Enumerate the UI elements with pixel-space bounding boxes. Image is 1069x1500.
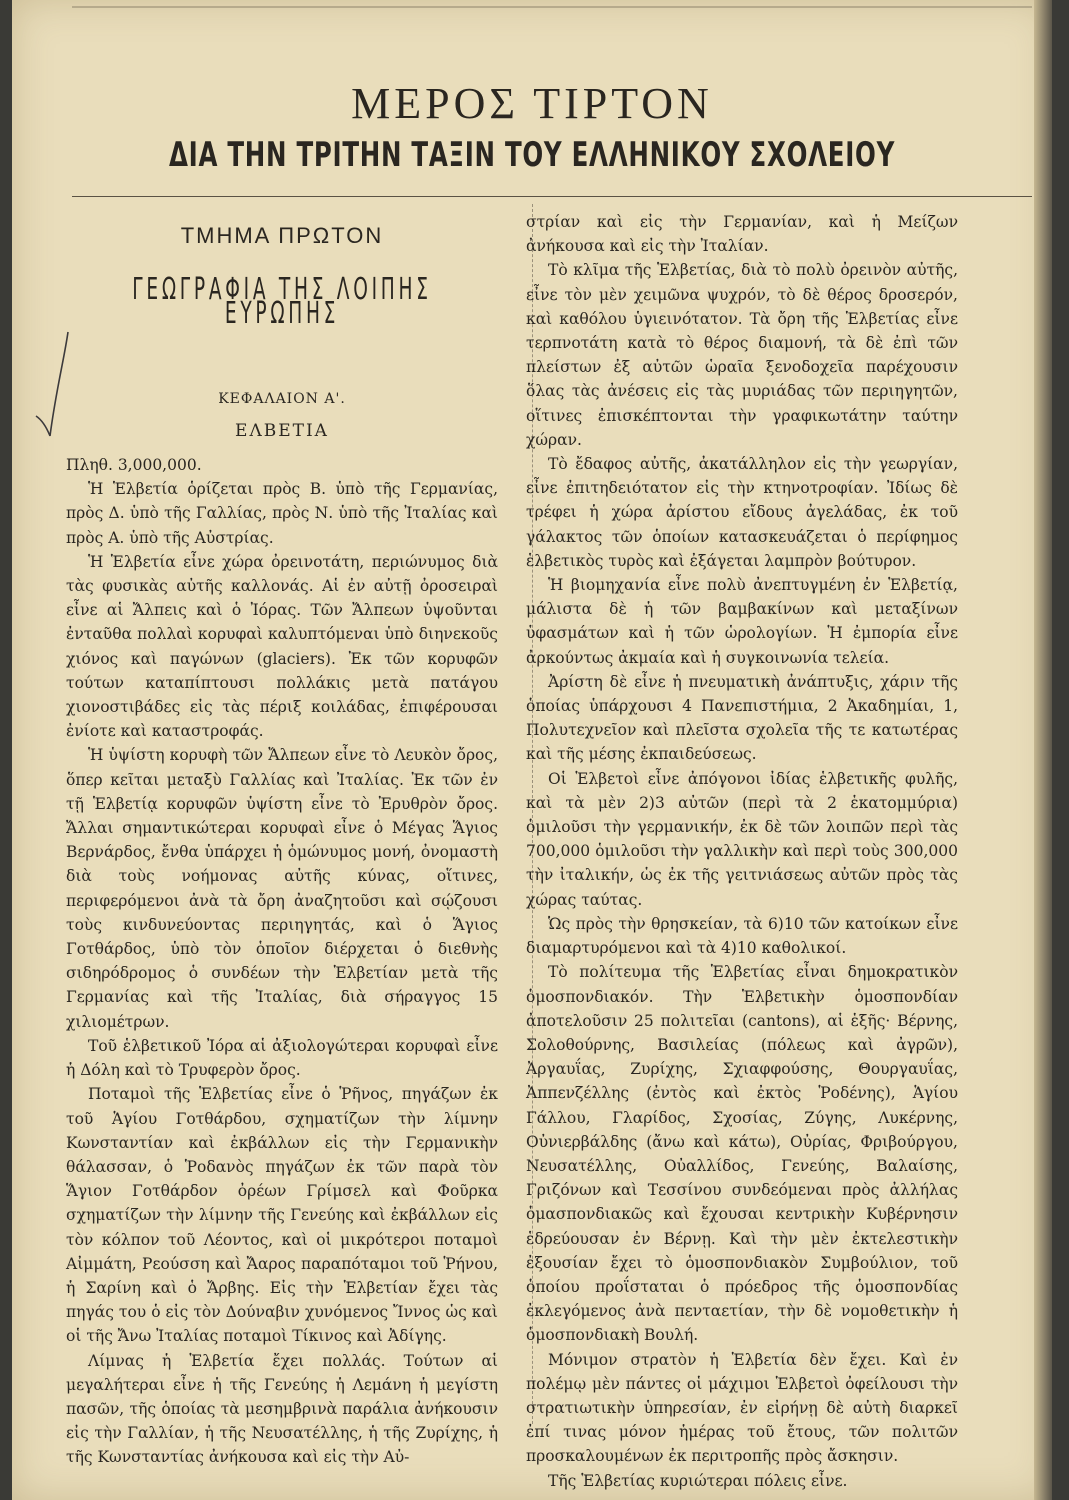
chapter-heading: ΚΕΦΑΛΑΙΟΝ Α'.: [218, 390, 346, 407]
section-heading: ΤΜΗΜΑ ΠΡΩΤΟΝ: [180, 223, 384, 248]
paragraph-lakes-cont: στρίαν καὶ εἰς τὴν Γερμανίαν, καὶ ἡ Μείζων ἀνήκουσα καὶ εἰς τὴν Ἰταλίαν.: [526, 213, 958, 256]
paragraph-religion: Ὡς πρὸς τὴν θρησκείαν, τὰ 6)10 τῶν κατοίκων εἶνε διαμαρτυρόμενοι καὶ τὰ 4)10 καθολικοί.: [526, 914, 958, 958]
paragraph-education: Ἀρίστη δὲ εἶνε ἡ πνευματικὴ ἀνάπτυξις, χάριν τῆς ὁποίας ὑπάρχουσι 4 Πανεπιστήμια, 2 Ἀκαδημίαι, 1, Πολυτεχνεῖον καὶ πλεῖστα σχολεῖα τῆς τε κατωτέρας καὶ τῆς μέσης ἐκπαιδεύσεως.: [526, 672, 958, 764]
paragraph-mountains: Ἡ Ἑλβετία εἶνε χώρα ὀρεινοτάτη, περιώνυμος διὰ τὰς φυσικὰς αὐτῆς καλλονάς. Αἱ ἐν αὐτῇ ὀροσειραὶ εἶνε αἱ Ἄλπεις καὶ ὁ Ἰόρας. Τῶν Ἄλπεων ὑψοῦνται ἐνταῦθα πολλαὶ κορυφαὶ καλυπτόμεναι ὑπὸ διηνεκοῦς χιόνος καὶ παγώνων (glaciers). Ἐκ τῶν κορυφῶν τούτων καταπίπτουσι πολλάκις μετὰ πατάγου χιονοστιβάδες εἰς τὰς πέριξ κοιλάδας, ἐπιφέρουσαι ἐνίοτε καὶ καταστροφάς.: [66, 552, 498, 741]
population-line: Πληθ. 3,000,000.: [66, 456, 202, 475]
paragraph-cities: Τῆς Ἑλβετίας κυριώτεραι πόλεις εἶνε.: [548, 1471, 848, 1490]
right-column: [526, 210, 958, 1493]
page-subtitle: ΔΙΑ ΤΗΝ ΤΡΙΤΗΝ ΤΑΞΙΝ ΤΟΥ ΕΛΛΗΝΙΚΟΥ ΣΧΟΛΕΙΟΥ: [168, 135, 896, 175]
paragraph-government: Τὸ πολίτευμα τῆς Ἑλβετίας εἶναι δημοκρατικὸν ὁμοσπονδιακόν. Τὴν Ἑλβετικὴν ὁμοσπονδίαν ἀποτελοῦσιν 25 πολιτεῖαι (cantons), αἱ ἑξῆς· Βέρνης, Σολοθούρνης, Βασιλείας (πόλεως καὶ ἀγρῶν), Ἀργαυΐας, Ζυρίχης, Σχιαφφούσης, Θουργαυΐας, Ἀππενζέλλης (ἐντὸς καὶ ἐκτὸς Ῥοδένης), Ἁγίου Γάλλου, Γλαρίδος, Σχοσίας, Ζύγης, Λυκέρνης, Οὐνιερβάλδης (ἄνω καὶ κάτω), Οὐρίας, Φριβούργου, Νευσατέλλης, Οὐαλλίδος, Γενεύης, Βαλαίσης, Γριζόνων καὶ Τεσσίνου συνδεόμεναι πρὸς ἀλλήλας ὁμασπονδιακῶς καὶ ἔχουσαι κεντρικὴν Κυβέρνησιν ἑδρεύουσαν ἐν Βέρνῃ. Καὶ τὴν μὲν ἐκτελεστικὴν ἐξουσίαν ἔχει τὸ ὁμοσπονδιακὸν Συμβούλιον, τοῦ ὁποίου προΐσταται ὁ πρόεδρος τῆς ὁμοσπονδίας ἐκλεγόμενος ἀνὰ πενταετίαν, τὴν δὲ νομοθετικὴν ἡ ὁμοσπονδιακὴ Βουλή.: [526, 963, 958, 1345]
paragraph-peaks: Ἡ ὑψίστη κορυφὴ τῶν Ἄλπεων εἶνε τὸ Λευκὸν ὄρος, ὅπερ κεῖται μεταξὺ Γαλλίας καὶ Ἰταλίας. Ἐκ τῶν ἐν τῇ Ἑλβετίᾳ κορυφῶν ὑψίστη εἶνε τὸ Ἐρυθρὸν ὄρος. Ἄλλαι σημαντικώτεραι κορυφαὶ εἶνε ὁ Μέγας Ἅγιος Βερνάρδος, ἔνθα ὑπάρχει ἡ ὁμώνυμος μονή, ὀνομαστὴ διὰ τοὺς νοήμονας αὐτῆς κύνας, οἵτινες, περιφερόμενοι ἀνὰ τὰ ὄρη ἀναζητοῦσι καὶ σῴζουσι τοὺς κινδυνεύοντας περιηγητάς, καὶ ὁ Ἅγιος Γοτθάρδος, ὑπὸ τὸν ὁποῖον διέρχεται ὁ διεθνὴς σιδηρόδρομος ὁ συνδέων τὴν Ἑλβετίαν μετὰ τῆς Γερμανίας καὶ τῆς Ἰταλίας, διὰ σήραγγος 15 χιλιομέτρων.: [66, 746, 498, 1031]
page-title: ΜΕΡΟΣ ΤΙΡΤΟΝ: [351, 79, 713, 128]
document-page: [12, 0, 1052, 1500]
paragraph-climate: Τὸ κλῖμα τῆς Ἑλβετίας, διὰ τὸ πολὺ ὀρεινὸν αὐτῆς, εἶνε τὸν μὲν χειμῶνα ψυχρόν, τὸ δὲ θέρος δροσερόν, καὶ καθόλου ὑγιεινότατον. Τὰ ὄρη τῆς Ἑλβετίας εἶνε τερπνοτάτη κατὰ τὸ θέρος διαμονή, τὰ δὲ ἐπὶ τῶν πλείστων ἐξ αὐτῶν ὡραῖα ξενοδοχεῖα παρέχουσιν ὅλας τὰς ἀνέσεις εἰς τὰς μυριάδας τῶν περιηγητῶν, οἵτινες ἐπισκέπτονται τὴν γραφικωτάτην ταύτην χώραν.: [526, 261, 958, 449]
paragraph-borders: Ἡ Ἑλβετία ὁρίζεται πρὸς Β. ὑπὸ τῆς Γερμανίας, πρὸς Δ. ὑπὸ τῆς Γαλλίας, πρὸς Ν. ὑπὸ τῆς Ἰταλίας καὶ πρὸς Α. ὑπὸ τῆς Αὐστρίας.: [66, 480, 498, 547]
paragraph-jura: Τοῦ ἑλβετικοῦ Ἰόρα αἱ ἀξιολογώτεραι κορυφαὶ εἶνε ἡ Δόλη καὶ τὸ Τρυφερὸν ὄρος.: [66, 1036, 498, 1080]
geography-heading: ΓΕΩΓΡΑΦΙΑ ΤΗΣ ΛΟΙΠΗΣ ΕΥΡΩΠΗΣ: [132, 272, 432, 332]
header-rule: [72, 196, 1032, 197]
left-column: [66, 210, 498, 1470]
paragraph-industry: Ἡ βιομηχανία εἶνε πολὺ ἀνεπτυγμένη ἐν Ἑλβετίᾳ, μάλιστα δὲ ἡ τῶν βαμβακίνων καὶ μεταξίνων ὑφασμάτων καὶ ἡ τῶν ὡρολογίων. Ἡ ἐμπορία εἶνε ἀρκούντως ἀκμαία καὶ ἡ συγκοινωνία τελεία.: [526, 576, 958, 667]
top-rule: [72, 6, 1032, 8]
paragraph-soil: Τὸ ἔδαφος αὐτῆς, ἀκατάλληλον εἰς τὴν γεωργίαν, εἶνε ἐπιτηδειότατον εἰς τὴν κτηνοτροφίαν. Ἰδίως δὲ τρέφει ἡ χώρα ἀρίστου εἴδους ἀγελάδας, ἐκ τοῦ γάλακτος τῶν ὁποίων κατασκευάζεται ὁ περίφημος ἑλβετικὸς τυρὸς καὶ ἐξάγεται λαμπρὸν βούτυρον.: [526, 455, 958, 570]
paragraph-lakes: Λίμνας ἡ Ἑλβετία ἔχει πολλάς. Τούτων αἱ μεγαλήτεραι εἶνε ἡ τῆς Γενεύης ἡ Λεμάνη ἡ μεγίστη πασῶν, τῆς ὁποίας τὰ μεσημβρινὰ παράλια ἀνήκουσιν εἰς τὴν Γαλλίαν, ἡ τῆς Νευσατέλλης, ἡ τῆς Ζυρίχης, ἡ τῆς Κωνσταντίας ἀνήκουσα καὶ εἰς τὴν Αὐ-: [66, 1351, 498, 1467]
paragraph-population: Οἱ Ἑλβετοὶ εἶνε ἀπόγονοι ἰδίας ἑλβετικῆς φυλῆς, καὶ τὰ μὲν 2)3 αὐτῶν (περὶ τὰ 2 ἑκατομμύρια) ὁμιλοῦσι τὴν γερμανικήν, ἐκ δὲ τῶν λοιπῶν περὶ τὰς 700,000 ὁμιλοῦσι τὴν γαλλικὴν καὶ περὶ τοὺς 300,000 τὴν ἰταλικήν, ὡς ἐκ τῆς γειτνιάσεως αὐτῶν πρὸς τὰς χώρας ταύτας.: [526, 769, 958, 909]
paragraph-rivers: Ποταμοὶ τῆς Ἑλβετίας εἶνε ὁ Ῥῆνος, πηγάζων ἐκ τοῦ Ἁγίου Γοτθάρδου, σχηματίζων τὴν λίμνην Κωνσταντίαν καὶ ἐκβάλλων εἰς τὴν Γερμανικὴν θάλασσαν, ὁ Ῥοδανὸς πηγάζων ἐκ τῶν παρὰ τὸν Ἅγιον Γοτθάρδον ὀρέων Γρίμσελ καὶ Φοῦρκα σχηματίζων τὴν λίμνην τῆς Γενεύης καὶ ἐκβάλλων εἰς τὸν κόλπον τοῦ Λέοντος, καὶ οἱ μικρότεροι ποταμοὶ Αἰμμάτη, Ρεούσση καὶ Ἄαρος παραπόταμοι τοῦ Ῥήνου, ἡ Σαρίνη καὶ ὁ Ἄρβης. Εἰς τὴν Ἑλβετίαν ἔχει τὰς πηγάς του ὁ εἰς τὸν Δούναβιν χυνόμενος Ἴννος ὡς καὶ οἱ τῆς Ἄνω Ἰταλίας ποταμοὶ Τίκινος καὶ Ἀδίγης.: [66, 1085, 498, 1346]
country-heading: ΕΛΒΕΤΙΑ: [235, 420, 329, 441]
page-edge: [1034, 0, 1052, 1500]
paragraph-army: Μόνιμον στρατὸν ἡ Ἑλβετία δὲν ἔχει. Καὶ ἐν πολέμῳ μὲν πάντες οἱ μάχιμοι Ἑλβετοὶ ὀφείλουσι τὴν στρατιωτικὴν ὑπηρεσίαν, ἐν εἰρήνῃ δὲ αὐτὴ διαρκεῖ ἐπί τινας μόνον ἡμέρας τοῦ ἔτους, τῶν πολιτῶν προσκαλουμένων ἐκ περιτροπῆς πρὸς ἄσκησιν.: [526, 1350, 958, 1466]
